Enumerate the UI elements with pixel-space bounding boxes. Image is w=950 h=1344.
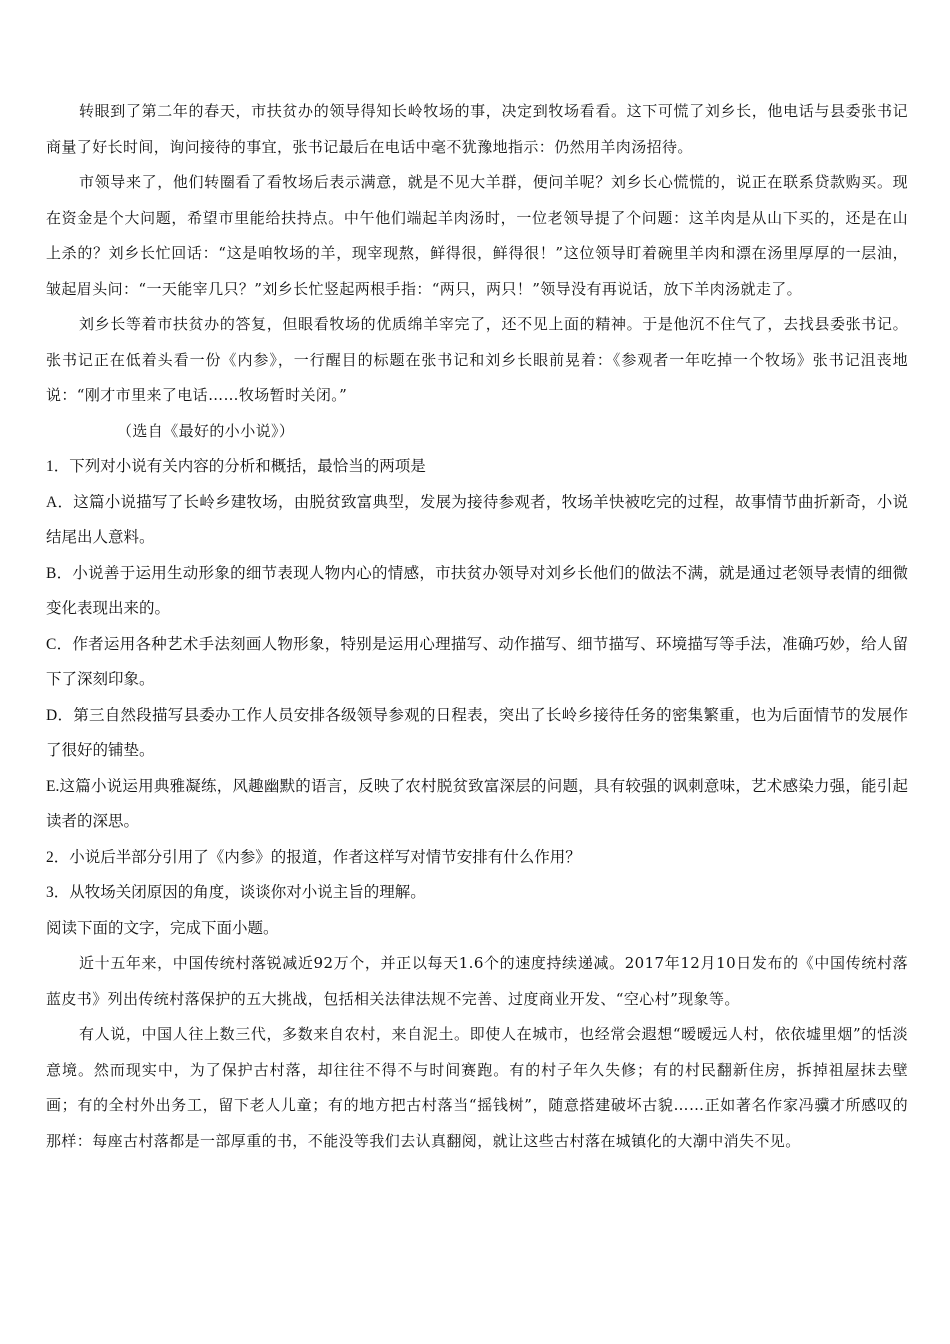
option-c: C．作者运用各种艺术手法刻画人物形象，特别是运用心理描写、动作描写、细节描写、环境描写等手法，准确巧妙，给人留下了深刻印象。 [46, 635, 908, 688]
article-paragraph-2: 有人说，中国人往上数三代，多数来自农村，来自泥土。即使人在城市，也经常会遐想“暧暧远人村，依依墟里烟”的恬淡意境。然而现实中，为了保护古村落，却往往不得不与时间赛跑。有的村子年久失修；有的村民翻新住房，拆掉祖屋抹去壁画；有的全村外出务工，留下老人儿童；有的地方把古村落当“摇钱树”，随意搭建破坏古貌……正如著名作家冯骥才所感叹的那样：每座古村落都是一部厚重的书，不能没等我们去认真翻阅，就让这些古村落在城镇化的大潮中消失不见。 [46, 1025, 908, 1150]
story-paragraph-3: 刘乡长等着市扶贫办的答复，但眼看牧场的优质绵羊宰完了，还不见上面的精神。于是他沉不住气了，去找县委张书记。张书记正在低着头看一份《内参》，一行醒目的标题在张书记和刘乡长眼前晃着：《参观者一年吃掉一个牧场》张书记沮丧地说：“刚才市里来了电话……牧场暂时关闭。” [46, 315, 908, 404]
question-3: 3．从牧场关闭原因的角度，谈谈你对小说主旨的理解。 [46, 884, 426, 901]
story-excerpt [46, 94, 908, 449]
article-paragraph-1: 近十五年来，中国传统村落锐减近92万个，并正以每天1.6个的速度持续递减。2017年12月10日发布的《中国传统村落蓝皮书》列出传统村落保护的五大挑战，包括相关法律法规不完善、过度商业开发、“空心村”现象等。 [46, 954, 908, 1008]
question-section [46, 449, 908, 946]
reading-instruction: 阅读下面的文字，完成下面小题。 [46, 919, 279, 937]
story-paragraph-2: 市领导来了，他们转圈看了看牧场后表示满意，就是不见大羊群，便问羊呢？刘乡长心慌慌的，说正在联系贷款购买。现在资金是个大问题，希望市里能给扶持点。中午他们端起羊肉汤时，一位老领导提了个问题：这羊肉是从山下买的，还是在山上杀的？刘乡长忙回话：“这是咱牧场的羊，现宰现熬，鲜得很，鲜得很！”这位领导盯着碗里羊肉和漂在汤里厚厚的一层油，皱起眉头问：“一天能宰几只？”刘乡长忙竖起两根手指：“两只，两只！”领导没有再说话，放下羊肉汤就走了。 [46, 173, 908, 298]
option-b: B．小说善于运用生动形象的细节表现人物内心的情感，市扶贫办领导对刘乡长他们的做法不满，就是通过老领导表情的细微变化表现出来的。 [46, 564, 908, 617]
option-e: E.这篇小说运用典雅凝练，风趣幽默的语言，反映了农村脱贫致富深层的问题，具有较强的讽刺意味，艺术感染力强，能引起读者的深思。 [46, 777, 908, 830]
question-2: 2．小说后半部分引用了《内参》的报道，作者这样写对情节安排有什么作用？ [46, 848, 581, 866]
question-1: 1．下列对小说有关内容的分析和概括，最恰当的两项是 [46, 458, 426, 475]
option-d: D．第三自然段描写县委办工作人员安排各级领导参观的日程表，突出了长岭乡接待任务的密集繁重，也为后面情节的发展作了很好的铺垫。 [46, 706, 908, 759]
document-page [46, 94, 908, 1159]
option-a: A．这篇小说描写了长岭乡建牧场，由脱贫致富典型，发展为接待参观者，牧场羊快被吃完的过程，故事情节曲折新奇，小说结尾出人意料。 [46, 493, 908, 546]
story-paragraph-1: 转眼到了第二年的春天，市扶贫办的领导得知长岭牧场的事，决定到牧场看看。这下可慌了刘乡长，他电话与县委张书记商量了好长时间，询问接待的事宜，张书记最后在电话中毫不犹豫地指示：仍然用羊肉汤招待。 [46, 102, 908, 156]
article-excerpt [46, 946, 908, 1159]
story-source: （选自《最好的小小说》） [117, 421, 295, 440]
